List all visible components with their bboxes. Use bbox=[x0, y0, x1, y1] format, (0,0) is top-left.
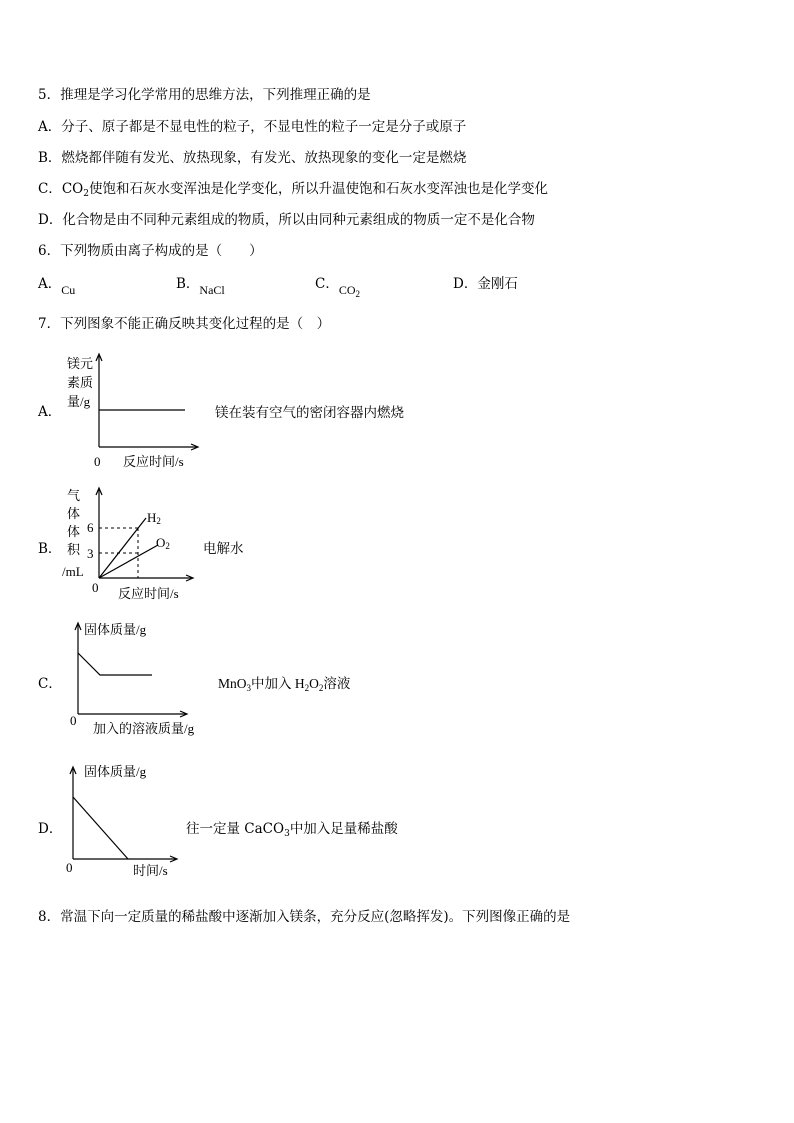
q6-option-c: C．$CO_2$ bbox=[315, 276, 361, 299]
q7c-xlabel: 加入的溶液质量/g bbox=[93, 721, 195, 736]
q5-stem: 5．推理是学习化学常用的思维方法，下列推理正确的是 bbox=[38, 87, 371, 103]
q7b-ylabel-4: 积 bbox=[67, 542, 81, 557]
q7a-ylabel-1: 镁元 bbox=[67, 356, 94, 371]
q7d-origin: 0 bbox=[66, 860, 73, 875]
q6-stem: 6．下列物质由离子构成的是（ ） bbox=[38, 243, 263, 259]
q7a-label: A． bbox=[38, 404, 62, 420]
q7b-origin: 0 bbox=[92, 580, 99, 595]
q7b-o2-label: O2 bbox=[156, 535, 170, 551]
q7a-description: 镁在装有空气的密闭容器内燃烧 bbox=[215, 405, 404, 421]
q7c-ylabel: 固体质量/g bbox=[84, 622, 147, 637]
q8-stem: 8．常温下向一定质量的稀盐酸中逐渐加入镁条，充分反应(忽略挥发)。下列图像正确的是 bbox=[38, 909, 571, 925]
q7d-xlabel: 时间/s bbox=[133, 863, 168, 878]
q5-option-b: B．燃烧都伴随有发光、放热现象，有发光、放热现象的变化一定是燃烧 bbox=[38, 150, 467, 166]
q7b-ylabel-3: 体 bbox=[67, 524, 81, 539]
q7d-description: 往一定量 CaCO$_3$中加入足量稀盐酸 bbox=[186, 821, 398, 839]
q7d-label: D． bbox=[38, 821, 63, 837]
q5-option-d: D．化合物是由不同种元素组成的物质，所以由同种元素组成的物质一定不是化合物 bbox=[38, 212, 535, 228]
q7c-label: C． bbox=[38, 676, 62, 692]
q7b-ylabel-5: /mL bbox=[62, 564, 84, 579]
q7a-ylabel-3: 量/g bbox=[67, 394, 91, 409]
q5-option-c: C．$CO_2$使饱和石灰水变浑浊是化学变化，所以升温使饱和石灰水变浑浊也是化学变化 bbox=[38, 181, 548, 199]
q6-option-a: A．Cu bbox=[38, 276, 76, 297]
q7b-tick-3: 3 bbox=[87, 546, 94, 561]
q6-option-d: D．金刚石 bbox=[453, 276, 518, 292]
q7b-xlabel: 反应时间/s bbox=[118, 586, 179, 601]
q7b-tick-6: 6 bbox=[87, 520, 94, 535]
q7a-origin: 0 bbox=[94, 454, 101, 469]
q7b-ylabel-2: 体 bbox=[67, 506, 81, 521]
q7c-origin: 0 bbox=[70, 713, 77, 728]
q7d-curve bbox=[73, 797, 128, 859]
q7b-description: 电解水 bbox=[203, 541, 244, 557]
q5-option-a: A．分子、原子都是不显电性的粒子，不显电性的粒子一定是分子或原子 bbox=[38, 119, 467, 135]
q6-option-b: B．NaCl bbox=[176, 276, 225, 297]
q7a-ylabel-2: 素质 bbox=[67, 375, 94, 390]
q7d-ylabel: 固体质量/g bbox=[84, 764, 147, 779]
q7a-xlabel: 反应时间/s bbox=[123, 454, 184, 469]
q7-stem: 7．下列图象不能正确反映其变化过程的是（ ） bbox=[38, 316, 331, 332]
q7b-h2-label: H2 bbox=[147, 510, 161, 526]
q7c-description: MnO$_3$中加入 $H_2O_2$溶液 bbox=[218, 676, 351, 693]
q7b-label: B． bbox=[38, 541, 62, 557]
q7b-ylabel-1: 气 bbox=[67, 488, 81, 503]
